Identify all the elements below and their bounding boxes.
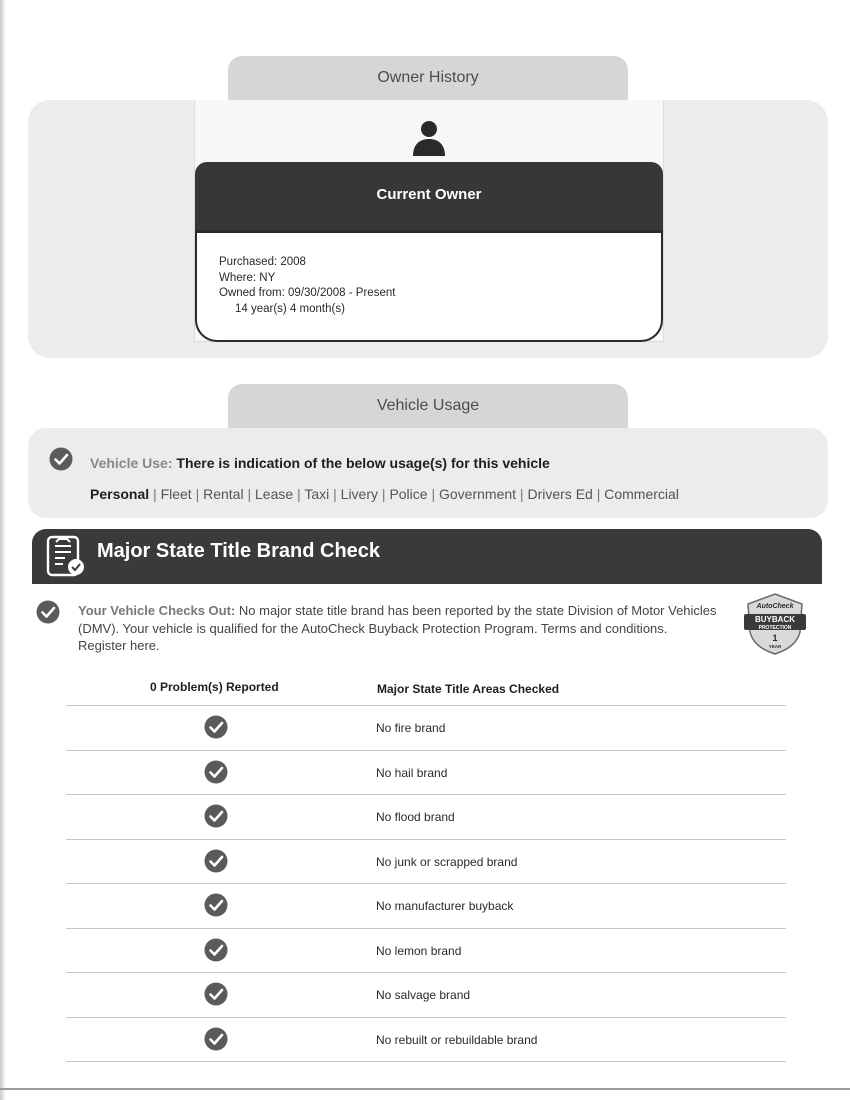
table-row-text: No fire brand — [376, 721, 446, 735]
table-row-divider — [66, 794, 786, 795]
usage-item: Drivers Ed — [527, 486, 593, 502]
usage-item: Police — [389, 486, 428, 502]
brand-text: No major state title brand has been reported by the state Division of Motor Vehicles (DMV). Your vehicle is qualified for the AutoCheck Buyback Protection Program. Terms and conditions. Register here. — [78, 603, 717, 653]
vehicle-usage-tab: Vehicle Usage — [228, 384, 628, 428]
table-row-divider — [66, 928, 786, 929]
table-row-divider — [66, 839, 786, 840]
table-row-text: No hail brand — [376, 765, 448, 780]
row-check-icon — [204, 893, 228, 917]
usage-item: Fleet — [160, 486, 192, 502]
owned-from-text: Owned from: 09/30/2008 - Present — [219, 287, 396, 299]
vehicle-usage-panel — [28, 428, 828, 518]
badge-text: AutoCheck — [756, 603, 794, 610]
badge-text: PROTECTION — [758, 625, 792, 631]
row-check-icon — [204, 1027, 228, 1051]
brand-label: Your Vehicle Checks Out: — [78, 603, 236, 618]
row-check-icon — [204, 760, 228, 784]
page-edge — [0, 0, 6, 1100]
row-check-icon — [204, 804, 228, 828]
areas-checked-header: Major State Title Areas Checked — [377, 682, 560, 696]
table-row-text: No flood brand — [376, 810, 455, 824]
vehicle-use-text: There is indication of the below usage(s) for this vehicle — [176, 455, 550, 471]
table-row-divider — [66, 1017, 786, 1018]
title-document-icon — [44, 534, 88, 578]
usage-item: Government — [439, 486, 517, 502]
where-text: Where: NY — [219, 271, 276, 284]
title-brand-heading: Major State Title Brand Check — [97, 540, 381, 562]
row-check-icon — [204, 982, 228, 1006]
table-row-divider — [66, 972, 786, 973]
table-row-divider — [66, 750, 786, 751]
person-icon — [412, 120, 446, 156]
row-check-icon — [204, 849, 228, 873]
vehicle-use-label: Vehicle Use: — [90, 455, 173, 471]
usage-item: Livery — [340, 486, 379, 502]
usage-item: Lease — [255, 486, 294, 502]
badge-text: YEAR — [768, 644, 782, 649]
table-row-text: No lemon brand — [376, 943, 462, 958]
badge-text: BUYBACK — [755, 615, 795, 624]
table-row-divider — [66, 1061, 786, 1062]
row-check-icon — [204, 715, 228, 739]
purchased-text: Purchased: 2008 — [219, 256, 306, 268]
usage-list: Personal | Fleet | Rental | Lease | Taxi | Livery | Police | Government | Drivers Ed | Commercial — [90, 486, 679, 502]
table-row-text: No salvage brand — [376, 988, 471, 1002]
brand-statement — [78, 602, 718, 655]
table-row-text: No manufacturer buyback — [376, 899, 514, 913]
table-row-text: No rebuilt or rebuildable brand — [376, 1032, 538, 1047]
owner-history-tab: Owner History — [228, 56, 628, 100]
usage-item: Commercial — [604, 486, 679, 502]
usage-item: Taxi — [304, 486, 330, 502]
current-owner-details — [195, 230, 663, 342]
brand-check-icon — [36, 600, 60, 624]
badge-text: 1 — [772, 633, 778, 643]
row-check-icon — [204, 938, 228, 962]
page-bottom-edge — [0, 1088, 850, 1090]
usage-item: Rental — [203, 486, 244, 502]
table-row-divider — [66, 883, 786, 884]
usage-item: Personal — [90, 486, 150, 502]
usage-check-icon — [49, 447, 73, 471]
problems-reported-header: 0 Problem(s) Reported — [150, 680, 279, 694]
vehicle-use-statement — [90, 455, 550, 471]
buyback-badge-icon — [742, 592, 808, 656]
table-row-divider — [66, 705, 786, 706]
table-row-text: No junk or scrapped brand — [376, 854, 518, 869]
duration-text: 14 year(s) 4 month(s) — [235, 302, 345, 315]
current-owner-header: Current Owner — [195, 162, 663, 230]
